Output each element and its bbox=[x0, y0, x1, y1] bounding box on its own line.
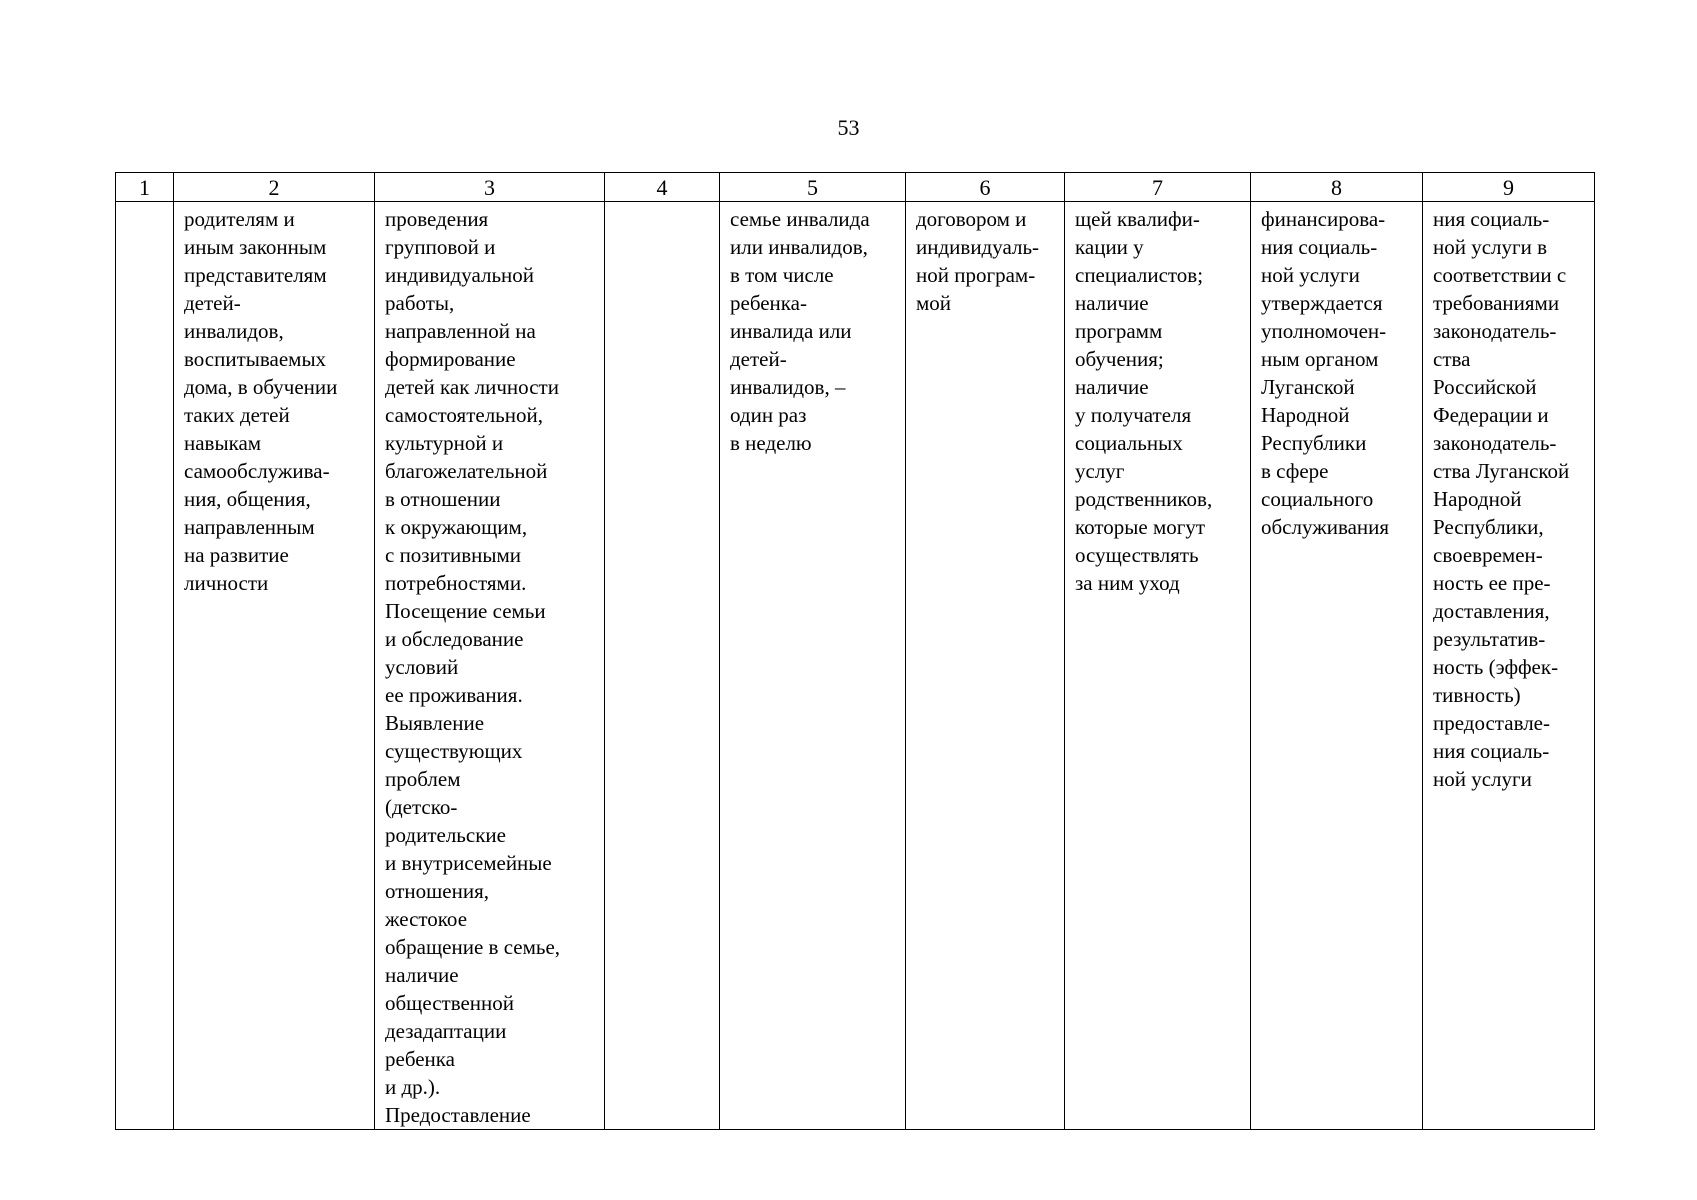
cell-col-1 bbox=[116, 202, 174, 1130]
services-table bbox=[115, 172, 1595, 1130]
page-number: 53 bbox=[837, 115, 860, 140]
column-number-3: 3 bbox=[375, 173, 605, 202]
column-number-7: 7 bbox=[1065, 173, 1251, 202]
cell-col-4 bbox=[605, 202, 720, 1130]
column-number-5: 5 bbox=[720, 173, 906, 202]
column-number-1: 1 bbox=[116, 173, 174, 202]
cell-col-3: проведения групповой и индивидуальной работы, направленной на формирование детей как личности самостоятельной, культурной и благожелательной в отношении к окружающим, с позитивными потребностями. Посещение семьи и обследование условий ее проживания. Выявление существующих проблем (детско- родительские и внутрисемейные отношения, жестокое обращение в семье, наличие общественной дезадаптации ребенка и др.). Предоставление bbox=[375, 202, 605, 1130]
cell-col-9: ния социаль- ной услуги в соответствии с требованиями законодатель- ства Российской Федерации и законодатель- ства Луганской Народной Республики, своевремен- ность ее пре- доставления, результатив- ность (эффек- тивность) предоставле- ния социаль- ной услуги bbox=[1423, 202, 1595, 1130]
column-number-6: 6 bbox=[906, 173, 1065, 202]
column-number-4: 4 bbox=[605, 173, 720, 202]
cell-col-2: родителям и иным законным представителям детей- инвалидов, воспитываемых дома, в обучении таких детей навыкам самообслужива- ния, общения, направленным на развитие личности bbox=[174, 202, 375, 1130]
cell-col-8: финансирова- ния социаль- ной услуги утверждается уполномочен- ным органом Луганской Народной Республики в сфере социального обслуживания bbox=[1251, 202, 1423, 1130]
cell-col-7: щей квалифи- кации у специалистов; наличие программ обучения; наличие у получателя социальных услуг родственников, которые могут осуществлять за ним уход bbox=[1065, 202, 1251, 1130]
column-number-2: 2 bbox=[174, 173, 375, 202]
table-row bbox=[116, 202, 1595, 1130]
column-number-9: 9 bbox=[1423, 173, 1595, 202]
cell-col-6: договором и индивидуаль- ной програм- мой bbox=[906, 202, 1065, 1130]
table-header-row bbox=[116, 173, 1595, 202]
cell-col-5: семье инвалида или инвалидов, в том числе ребенка- инвалида или детей- инвалидов, – один раз в неделю bbox=[720, 202, 906, 1130]
column-number-8: 8 bbox=[1251, 173, 1423, 202]
